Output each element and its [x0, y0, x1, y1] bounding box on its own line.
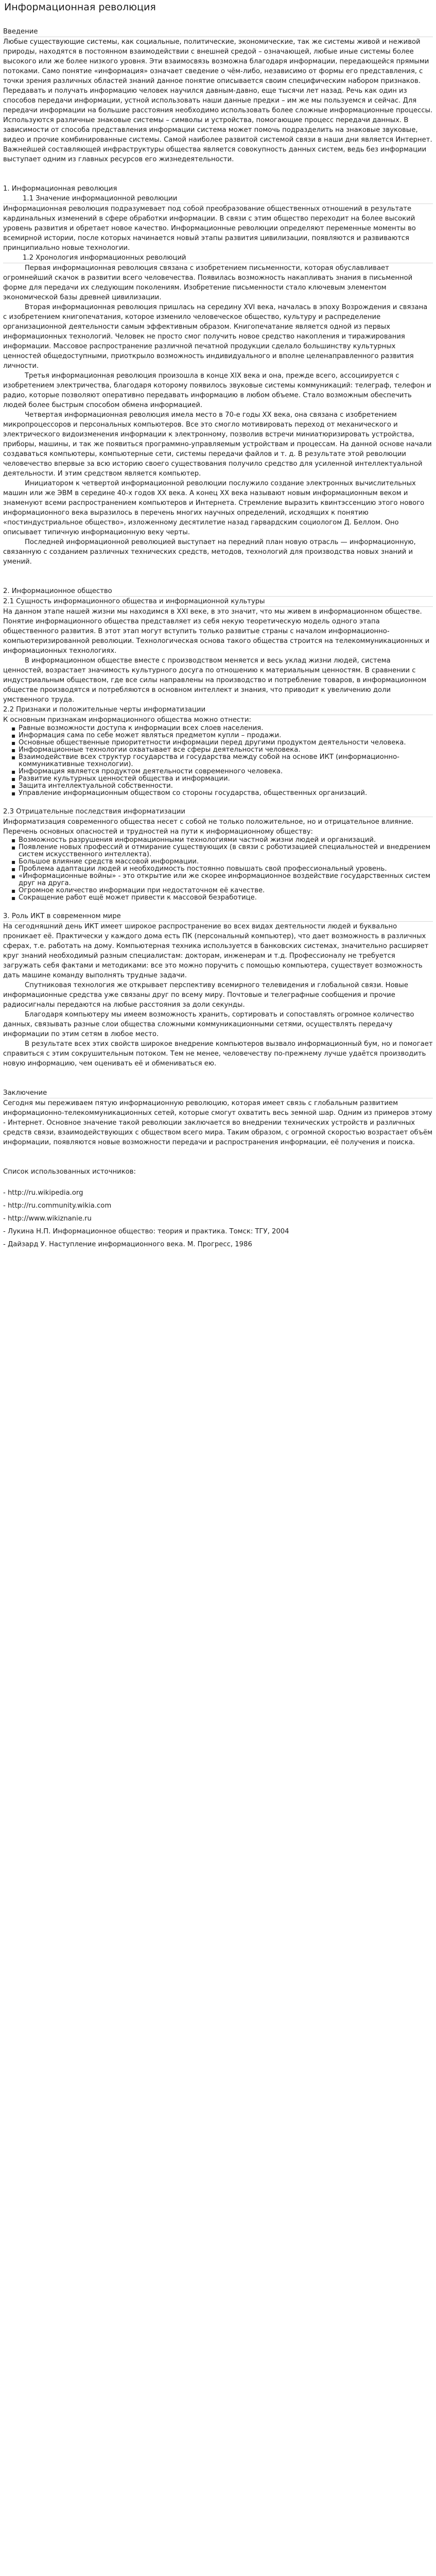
list-item: ▪ Взаимодействие всех структур государства и государства между собой на основе ИКТ (информационно-коммуникативные технологии).	[19, 754, 433, 768]
features-list	[3, 725, 433, 797]
paragraph: К основным признакам информационного общества можно отнести:	[3, 716, 251, 724]
paragraph: В информационном обществе вместе с производством меняется и весь уклад жизни людей, система ценностей, возрастает значимость культурного досуга по отношению к материальным ценностям. В сравнении с индустриальным обществом, где все силы направлены на производство и потребление товаров, в информационном обществе производятся и потребляются в основном интеллект и знания, что приводит к увеличению доли умственного труда.	[3, 657, 427, 704]
subsection-heading: 1.1 Значение информационной революции	[23, 195, 178, 202]
subsection-heading: 2.2 Признаки и положительные черты информатизации	[3, 706, 206, 714]
section-heading: Список использованных источников:	[3, 1168, 136, 1176]
list-item: ▪ Информация сама по себе может являться предметом купли – продажи.	[19, 732, 433, 739]
paragraph: На сегодняшний день ИКТ имеет широкое распространение во всех видах деятельности людей и буквально проникает её. Практически у каждого дома есть ПК (персональный компьютер), что дает возможность в различных сферах, т.е. работать на дому. Компьютерная техника используется в банковских системах, значительно расширяет круг знаний необходимый разным специалистам: докторам, инженерам и т.д. Профессионалу не требуется загружать себя фактами и методиками: все это можно поручить с помощью компьютера, существует возможность дать машине команду выполнять трудные задачи.	[3, 923, 429, 979]
paragraph: Первая информационная революция связана с изобретением письменности, которая обуславливает огромнейший скачок в развитии всего человечества. Появилась возможность накапливать знания в письменной форме для передачи их следующим поколениям. Изобретение письменности стало ключевым элементом экономической базы древней цивилизации.	[3, 264, 413, 301]
paragraph: Информатизация современного общества несет с собой не только положительное, но и отрицательное влияние. Перечень основных опасностей и трудностей на пути к информационному обществу:	[3, 818, 414, 836]
page-title: Информационная революция	[4, 2, 156, 13]
list-item: ▪ Проблема адаптации людей и необходимость постоянно повышать свой профессиональный уровень.	[19, 866, 433, 873]
list-item: ▪ Основные общественные приоритетности информации перед другими продуктом деятельности человека.	[19, 739, 433, 747]
section-ict-role	[3, 911, 433, 1069]
source-item: - http://ru.community.wikia.com	[3, 1202, 112, 1210]
paragraph: Инициатором к четвертой информационной революции послужило создание электронных вычислительных машин или же ЭВМ в середине 40-х годов XX века. А конец XX века называют новым информационным веком и знаменуют всеми распространением компьютеров и Интернета. Стремление выразить квинтэссенцию этого нового информационного века выразилось в перечень многих научных определений, исходящих к понятию «постиндустриальное общество», изложенному десятилетие назад гарвардским социологом Д. Беллом. Оно описывает типичную информационную веку черты.	[3, 480, 425, 536]
section-heading: 2. Информационное общество	[3, 587, 112, 595]
source-item: - Дайзард У. Наступление информационного века. М. Прогресс, 1986	[3, 1241, 252, 1248]
list-item: ▪ Появление новых профессий и отмирание существующих (в связи с роботизацией специальностей и внедрением систем искусственного интеллекта).	[19, 844, 433, 858]
sources-section	[3, 1167, 433, 1251]
paragraph: Последней информационной революцией выступает на передний план новую отрасль — информационную, связанную с созданием различных технических средств, методов, технологий для производства новых знаний и умений.	[3, 538, 416, 566]
section-information-society	[3, 586, 433, 902]
section-heading: 1. Информационная революция	[3, 185, 117, 193]
paragraph: Спутниковая технология же открывает перспективу всемирного телевидения и глобальной связи. Новые информационные средства уже связаны друг по всему миру. Почтовые и телеграфные сообщения и прочие радиосигналы передаются на любые расстояния за доли секунды.	[3, 981, 408, 1009]
list-item: ▪ Большое влияние средств массовой информации.	[19, 858, 433, 866]
dangers-list	[3, 837, 433, 902]
list-item: ▪ Информация является продуктом деятельности современного человека.	[19, 768, 433, 775]
paragraph: На данном этапе нашей жизни мы находимся в XXI веке, в это значит, что мы живем в информационном обществе. Понятие информационного общества представляет из себя некую теоретическую модель одного этапа общественного развития. В этот этап могут вступить только развитые страны с началом информационно-компьютеризированной революции. Технологическая основа такого общества строится на телекоммуникационных и информационных технологиях.	[3, 608, 430, 655]
source-item: - http://www.wikiznanie.ru	[3, 1215, 92, 1223]
subsection-heading: 1.2 Хронология информационных революций	[23, 254, 186, 262]
list-item: ▪ «Информационные войны» - это открытие или же скорее информационное воздействие государственных систем друг на друга.	[19, 873, 433, 887]
paragraph: Четвертая информационная революция имела место в 70-е годы XX века, она связана с изобретением микропроцессоров и персональных компьютеров. Все это смогло мотивировать переход от механического и электрического видоизменения информации к электронному, позволив встречи миниатюризировать устройства, приборы, машины, и так же появиться программно-управляемым устройствам и процессам. На данной основе начали создаваться компьютеры, компьютерные сети, системы передачи файлов и т. д. В результате этой революции человечество впервые за всю историю своего существования получило средство для усиленной интеллектуальной деятельности. И этим средством является компьютер.	[3, 411, 432, 478]
list-item: ▪ Возможность разрушения информационными технологиями частной жизни людей и организаций.	[19, 837, 433, 844]
intro-section	[3, 27, 433, 164]
document-page	[0, 0, 436, 1251]
paragraph: Вторая информационная революция пришлась на середину XVI века, началась в эпоху Возрождения и связана с изобретением книгопечатания, которое изменило человеческое общество, культуру и распределение организационной деятельности самым эффективным образом. Книгопечатание является одной из первых информационных технологий. Человек не просто смог получить новое средство накопления и тиражирования информации. Массовое распространение различной печатной продукции сделало большинству культурных ценностей общедоступными, приоткрыло возможность индивидуального и вполне целенаправленного развития личности.	[3, 303, 428, 370]
subsection-heading: 2.1 Сущность информационного общества и информационной культуры	[3, 598, 265, 605]
conclusion-section	[3, 1088, 433, 1147]
list-item: ▪ Огромное количество информации при недостаточном её качестве.	[19, 887, 433, 894]
intro-paragraph: Любые существующие системы, как социальные, политические, экономические, так же системы живой и неживой природы, находятся в постоянном взаимодействии с внешней средой – означающей, любые иные системы более высокого или же более низкого уровня. Эти взаимосвязь возможна благодаря информации, передающейся прямыми потоками. Само понятие «информация» означает сведение о чём-либо, независимо от формы его представления, с точки зрения различных областей знаний данное понятие описывается своим специфическим набором признаков. Передавать и получать информацию человек научился давным-давно, еще тысячи лет назад. Речь как один из способов передачи информации, устной использовать наши данные предки – им же мы пользуемся и сейчас. Для передачи информации на большие расстояния необходимо использовать более сложные информационные процессы. Используются различные знаковые системы – символы и устройства, помогающие процесс передачи данных. В зависимости от способа представления информации система может помочь подразделить на знаковые звуковые, видео и прочие комбинированные системы. Самой наиболее развитой системой связи в наши дни является Интернет. Важнейшей составляющей инфраструктуры общества является совокупность данных систем, ведь без информации выступает одним из главных ресурсов его жизнедеятельности.	[3, 38, 433, 163]
list-item: ▪ Сокращение работ ещё может привести к массовой безработице.	[19, 894, 433, 902]
section-heading: Заключение	[3, 1089, 47, 1097]
subsection-heading: 2.3 Отрицательные последствия информатизации	[3, 808, 185, 816]
section-heading: 3. Роль ИКТ в современном мире	[3, 912, 121, 920]
paragraph: Благодаря компьютеру мы имеем возможность хранить, сортировать и сопоставлять огромное количество данных, связывать разные слои общества сложными коммуникационными сетями, осуществлять передачу информации по этим сетям в любое место.	[3, 1011, 414, 1038]
list-item: ▪ Управление информационным обществом со стороны государства, общественных организаций.	[19, 790, 433, 797]
paragraph: Сегодня мы переживаем пятую информационную революцию, которая имеет связь с глобальным развитием информационно-телекоммуникационных сетей, которые смогут охватить весь земной шар. Одним из примеров этому - Интернет. Основное значение такой революции заключается во внедрении технических устройств и различных средств связи, взаимодействующих с обществом всего мира. Таким образом, с огромной скоростью возрастает объём информации, появляются новые возможности передачи и распространения информации, её получения и поиска.	[3, 1099, 433, 1146]
paragraph: Информационная революция подразумевает под собой преобразование общественных отношений в результате кардинальных изменений в сфере обработки информации. В связи с этим общество переходит на более высокий уровень развития и обретает новое качество. Информационные революции определяют переменные моменты во всемирной истории, после которых начинается новый этапы развития цивилизации, появляются и развиваются принципиально новые технологии.	[3, 205, 416, 252]
intro-heading: Введение	[3, 28, 38, 36]
list-item: ▪ Информационные технологии охватывает все сферы деятельности человека.	[19, 747, 433, 754]
list-item: ▪ Защита интеллектуальной собственности.	[19, 783, 433, 790]
paragraph: Третья информационная революция произошла в конце XIX века и она, прежде всего, ассоциируется с изобретением электричества, благодаря которому появилось звуковые системы коммуникаций: телеграф, телефон и радио, которые позволяют оперативно передавать информацию в любом объеме. Стало возможным обеспечить людей более быстрым способом обмена информацией.	[3, 372, 431, 409]
source-item: - Лукина Н.П. Информационное общество: теория и практика. Томск: ТГУ, 2004	[3, 1228, 289, 1235]
paragraph: В результате всех этих свойств широкое внедрение компьютеров вызвало информационный бум, но и помогает справиться с этим сокрушительным потоком. Тем не менее, человечеству по-прежнему лучше удаётся производить новую информацию, чем оценивать её и обмениваться ею.	[3, 1040, 433, 1067]
list-item: ▪ Равные возможности доступа к информации всех слоев населения.	[19, 725, 433, 732]
source-item: - http://ru.wikipedia.org	[3, 1189, 83, 1197]
list-item: ▪ Развитие культурных ценностей общества и информации.	[19, 775, 433, 783]
section-information-revolution	[3, 184, 433, 567]
